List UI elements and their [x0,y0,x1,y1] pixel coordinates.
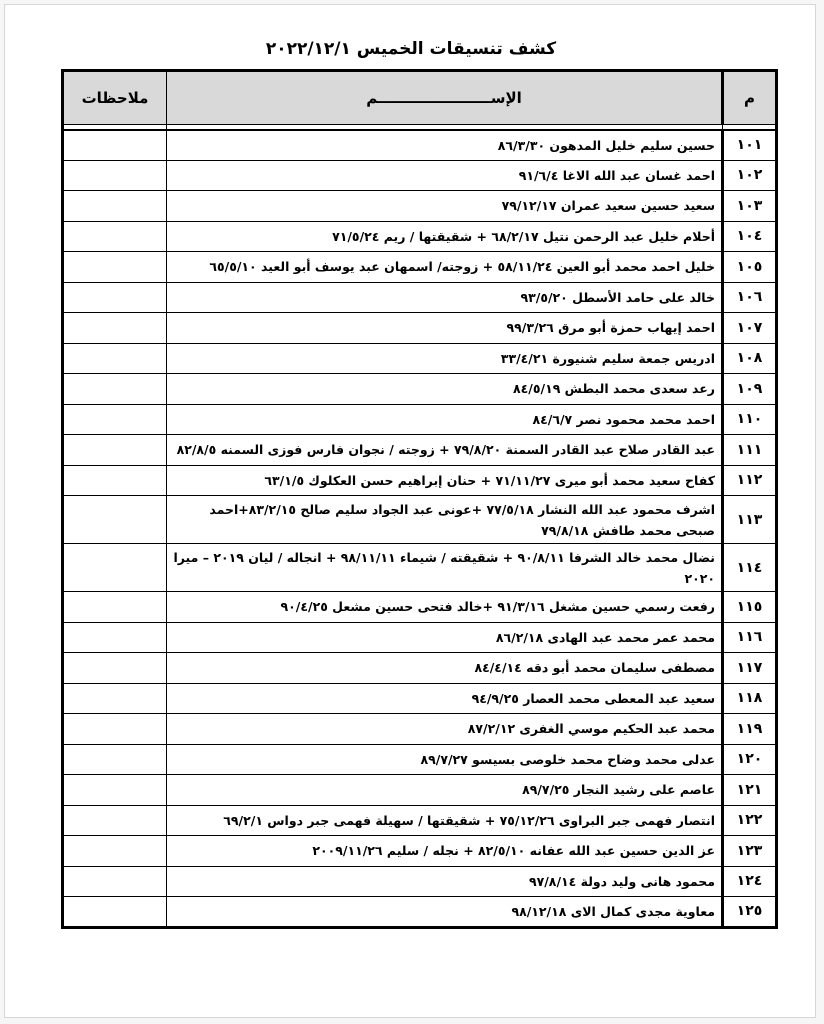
table-row [63,866,777,897]
row-name: رعد سعدى محمد البطش ٨٤/٥/١٩ [167,374,723,405]
table-row [63,435,777,466]
row-name: اشرف محمود عبد الله النشار ٧٧/٥/١٨ +عونى عبد الجواد سليم صالح ٨٣/٢/١٥+احمد صبحى محمد طافش ٧٩/٨/١٨ [167,496,723,544]
row-notes [63,592,167,623]
table-row [63,496,777,544]
table-row [63,343,777,374]
coordination-table [61,69,778,929]
row-name: احمد إيهاب حمزة أبو مرق ٩٩/٣/٢٦ [167,313,723,344]
table-row [63,805,777,836]
row-number: ١٠٨ [723,343,777,374]
table-row [63,775,777,806]
table-row [63,465,777,496]
row-notes [63,714,167,745]
table-row [63,282,777,313]
row-name: نضال محمد خالد الشرفا ٩٠/٨/١١ + شقيقته / شيماء ٩٨/١١/١١ + انجاله / ليان ٢٠١٩ – ميرا ٢٠٢٠ [167,544,723,592]
table-row [63,221,777,252]
row-number: ١١١ [723,435,777,466]
row-number: ١١٠ [723,404,777,435]
row-number: ١٢٤ [723,866,777,897]
table-row [63,160,777,191]
header-number: م [723,71,777,125]
row-notes [63,221,167,252]
row-notes [63,897,167,928]
row-name: سعيد عبد المعطى محمد العصار ٩٤/٩/٢٥ [167,683,723,714]
row-name: خالد على حامد الأسطل ٩٣/٥/٢٠ [167,282,723,313]
row-name: معاوية مجدى كمال الاى ٩٨/١٢/١٨ [167,897,723,928]
row-name: عاصم على رشيد النجار ٨٩/٧/٢٥ [167,775,723,806]
row-notes [63,866,167,897]
row-notes [63,775,167,806]
row-number: ١٢٠ [723,744,777,775]
row-number: ١٢٢ [723,805,777,836]
row-name: أحلام خليل عبد الرحمن نتيل ٦٨/٢/١٧ + شقيقتها / ريم ٧١/٥/٢٤ [167,221,723,252]
table-row [63,714,777,745]
table-row [63,653,777,684]
table-row [63,836,777,867]
row-number: ١١٦ [723,622,777,653]
table-row [63,404,777,435]
row-name: رفعت رسمي حسين مشغل ٩١/٣/١٦ +خالد فتحى حسين مشعل ٩٠/٤/٢٥ [167,592,723,623]
row-number: ١٠١ [723,130,777,161]
table-row [63,744,777,775]
row-notes [63,343,167,374]
row-number: ١٠٤ [723,221,777,252]
row-notes [63,683,167,714]
row-name: احمد غسان عبد الله الاغا ٩١/٦/٤ [167,160,723,191]
table-header-row [63,71,777,125]
table-row [63,191,777,222]
row-notes [63,374,167,405]
table-row [63,683,777,714]
row-notes [63,313,167,344]
row-number: ١١٧ [723,653,777,684]
row-notes [63,435,167,466]
row-notes [63,653,167,684]
row-name: محمد عمر محمد عبد الهادى ٨٦/٢/١٨ [167,622,723,653]
row-notes [63,465,167,496]
row-name: سعيد حسين سعيد عمران ٧٩/١٢/١٧ [167,191,723,222]
document-page [4,4,816,1018]
row-notes [63,496,167,544]
row-number: ١١٣ [723,496,777,544]
row-name: محمود هانى وليد دولة ٩٧/٨/١٤ [167,866,723,897]
row-name: حسين سليم خليل المدهون ٨٦/٣/٣٠ [167,130,723,161]
table-row [63,252,777,283]
row-name: محمد عبد الحكيم موسي الغفرى ٨٧/٢/١٢ [167,714,723,745]
row-name: عبد القادر صلاح عبد القادر السمنة ٧٩/٨/٢٠ + زوجته / نجوان فارس فوزى السمنه ٨٢/٨/٥ [167,435,723,466]
table-row [63,374,777,405]
row-notes [63,744,167,775]
document-title: كشف تنسيقات الخميس ٢٠٢٢/١٢/١ [265,39,557,59]
row-name: احمد محمد محمود نصر ٨٤/٦/٧ [167,404,723,435]
row-notes [63,544,167,592]
table-row [63,622,777,653]
table-row [63,313,777,344]
table-row [63,897,777,928]
table-row [63,130,777,161]
row-number: ١٠٩ [723,374,777,405]
row-number: ١٢٣ [723,836,777,867]
row-number: ١١٥ [723,592,777,623]
row-name: كفاح سعيد محمد أبو ميرى ٧١/١١/٢٧ + حنان إبراهيم حسن العكلوك ٦٣/١/٥ [167,465,723,496]
row-notes [63,130,167,161]
row-number: ١١٩ [723,714,777,745]
row-number: ١١٤ [723,544,777,592]
row-number: ١٠٢ [723,160,777,191]
row-notes [63,252,167,283]
header-name: الإســــــــــــــــــــــم [167,71,723,125]
row-number: ١٢١ [723,775,777,806]
row-number: ١٠٥ [723,252,777,283]
row-notes [63,160,167,191]
table-body [63,125,777,928]
row-name: خليل احمد محمد أبو العين ٥٨/١١/٢٤ + زوجته/ اسمهان عبد يوسف أبو العيد ٦٥/٥/١٠ [167,252,723,283]
row-name: عدلى محمد وضاح محمد خلوصى بسيسو ٨٩/٧/٢٧ [167,744,723,775]
row-notes [63,805,167,836]
row-notes [63,836,167,867]
row-notes [63,282,167,313]
row-notes [63,404,167,435]
row-name: مصطفى سليمان محمد أبو دقه ٨٤/٤/١٤ [167,653,723,684]
row-name: عز الدين حسين عبد الله عفانه ٨٢/٥/١٠ + نجله / سليم ٢٠٠٩/١١/٢٦ [167,836,723,867]
row-number: ١١٨ [723,683,777,714]
table-row [63,544,777,592]
table-row [63,592,777,623]
row-number: ١١٢ [723,465,777,496]
header-notes: ملاحظات [63,71,167,125]
row-number: ١٠٧ [723,313,777,344]
row-notes [63,191,167,222]
row-number: ١٢٥ [723,897,777,928]
row-name: انتصار فهمى جبر البراوى ٧٥/١٢/٢٦ + شقيقتها / سهيلة فهمى جبر دواس ٦٩/٢/١ [167,805,723,836]
row-name: ادريس جمعة سليم شنيورة ٣٣/٤/٢١ [167,343,723,374]
row-number: ١٠٣ [723,191,777,222]
row-number: ١٠٦ [723,282,777,313]
row-notes [63,622,167,653]
